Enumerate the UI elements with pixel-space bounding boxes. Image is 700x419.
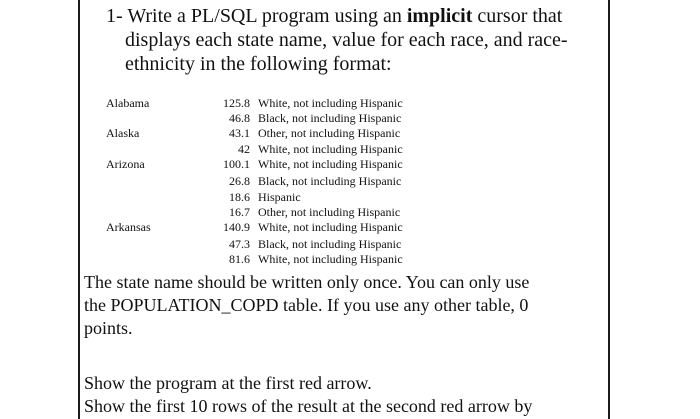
table-race-cell: Black, not including Hispanic (258, 111, 402, 125)
table-value-cell: 26.8 (229, 174, 250, 188)
table-race-cell: Black, not including Hispanic (258, 237, 402, 251)
table-value-cell: 42 (238, 142, 250, 156)
table-value-cell: 18.6 (229, 190, 250, 204)
instruction-line: the POPULATION_COPD table. If you use any other table, 0 (84, 295, 529, 315)
table-race-cell: White, not including Hispanic (258, 157, 403, 171)
table-value-cell: 140.9 (223, 220, 250, 234)
instruction-line: Show the first 10 rows of the result at the second red arrow by (84, 396, 533, 416)
table-race-cell: White, not including Hispanic (258, 96, 403, 110)
question-bold-word: implicit (406, 5, 473, 27)
question-line-2: displays each state name, value for each race, and race- (125, 29, 568, 51)
table-state-cell: Alaska (106, 126, 140, 140)
table-state-cell: Arkansas (106, 220, 151, 234)
instruction-line: Show the program at the first red arrow. (84, 373, 372, 393)
table-race-cell: Black, not including Hispanic (258, 174, 402, 188)
table-value-cell: 100.1 (223, 157, 250, 171)
table-value-cell: 46.8 (229, 111, 250, 125)
table-race-cell: White, not including Hispanic (258, 252, 403, 266)
table-value-cell: 125.8 (223, 96, 250, 110)
table-state-cell: Arizona (106, 157, 145, 171)
table-race-cell: White, not including Hispanic (258, 220, 403, 234)
table-value-cell: 47.3 (229, 237, 250, 251)
table-race-cell: Hispanic (258, 190, 301, 204)
table-race-cell: Other, not including Hispanic (258, 126, 401, 140)
table-race-cell: Other, not including Hispanic (258, 205, 401, 219)
table-value-cell: 16.7 (229, 205, 250, 219)
question-text-part: cursor that (472, 5, 563, 27)
table-race-cell: White, not including Hispanic (258, 142, 403, 156)
instruction-line: The state name should be written only once. You can only use (84, 272, 530, 292)
table-state-cell: Alabama (106, 96, 150, 110)
table-value-cell: 81.6 (229, 252, 250, 266)
table-value-cell: 43.1 (229, 126, 250, 140)
question-text-part: Write a PL/SQL program using an (127, 5, 407, 27)
instruction-line: points. (84, 318, 133, 338)
question-line-3: ethnicity in the following format: (125, 53, 392, 75)
question-number: 1- (106, 5, 123, 27)
